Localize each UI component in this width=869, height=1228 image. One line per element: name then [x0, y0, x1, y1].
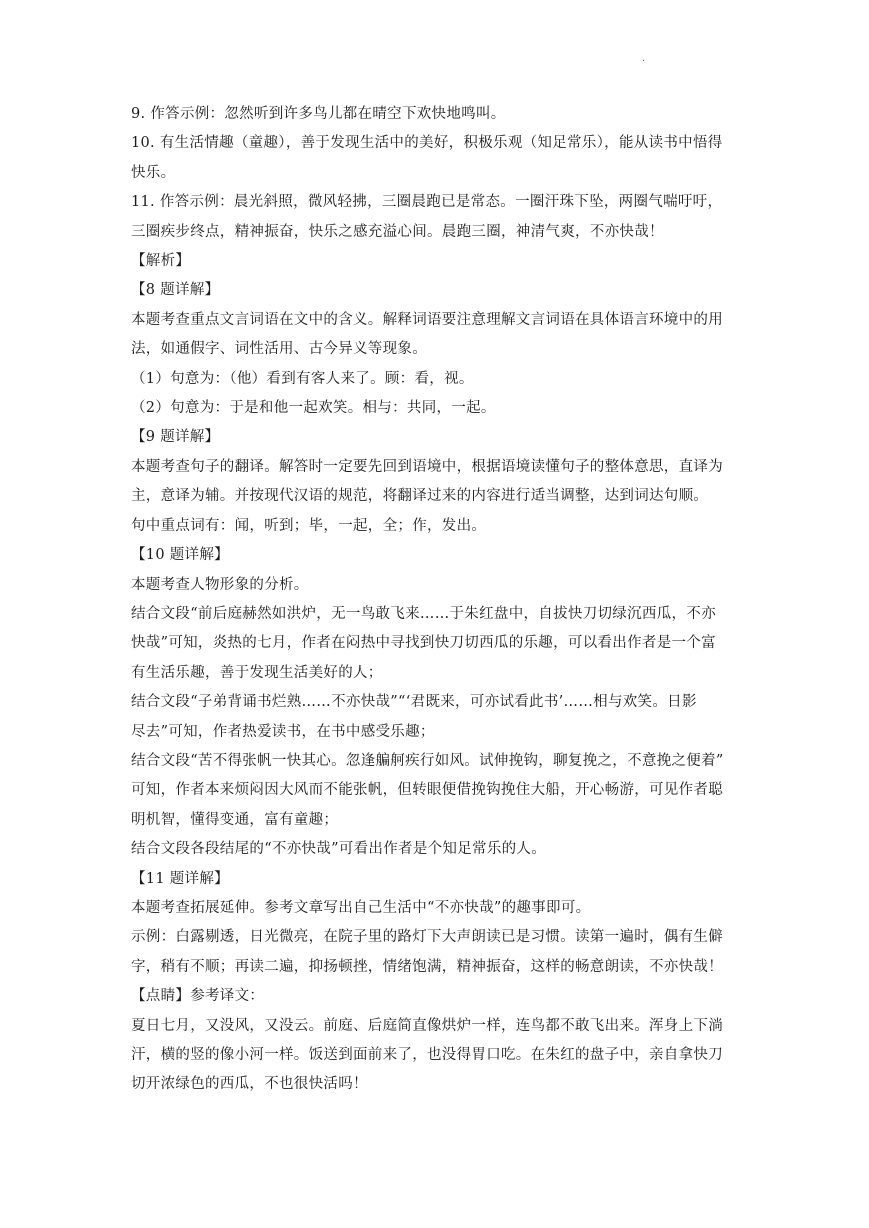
q10-para-3-line-2: 可知，作者本来烦闷因大风而不能张帆，但转眼便借挽钩挽住大船，开心畅游，可见作者聪 — [131, 782, 723, 799]
q10-para-1-line-1: 结合文段“前后庭赫然如洪炉，无一鸟敢飞来……于朱红盘中，自拔快刀切绿沉西瓜，不亦 — [131, 605, 716, 622]
q8-item-1: （1）句意为：（他）看到有客人来了。顾：看，视。 — [131, 370, 474, 387]
q10-heading: 【10 题详解】 — [131, 547, 229, 564]
reference-translation-heading: 【点睛】参考译文： — [131, 988, 265, 1005]
corner-mark: · — [642, 56, 646, 67]
q9-keywords: 句中重点词有：闻，听到；毕，一起，全；作，发出。 — [131, 517, 487, 534]
q8-text-line-2: 法，如通假字、词性活用、古今异义等现象。 — [131, 341, 427, 358]
translation-line-2: 汗，横的竖的像小河一样。饭送到面前来了，也没得胃口吃。在朱红的盘子中，亲自拿快刀 — [131, 1047, 723, 1063]
q11-intro: 本题考查拓展延伸。参考文章写出自己生活中“不亦快哉”的趣事即可。 — [131, 899, 591, 916]
q11-example-line-2: 字，稍有不顺；再读二遍，抑扬顿挫，情绪饱满，精神振奋，这样的畅意朗读，不亦快哉！ — [131, 958, 723, 975]
translation-line-3: 切开浓绿色的西瓜，不也很快活吗！ — [131, 1076, 368, 1093]
q9-text-line-2: 主，意译为辅。并按现代汉语的规范，将翻译过来的内容进行适当调整，达到词达句顺。 — [131, 488, 709, 505]
q9-text-line-1: 本题考查句子的翻译。解答时一定要先回到语境中，根据语境读懂句子的整体意思，直译为 — [131, 458, 723, 475]
q9-heading: 【9 题详解】 — [131, 429, 220, 446]
q10-para-4: 结合文段各段结尾的“不亦快哉”可看出作者是个知足常乐的人。 — [131, 841, 547, 858]
analysis-heading: 【解析】 — [131, 253, 191, 270]
q11-example-line-1: 示例：白露剔透，日光微亮，在院子里的路灯下大声朗读已是习惯。读第一遍时，偶有生僻 — [131, 929, 723, 946]
q10-para-3-line-3: 明机智，懂得变通，富有童趣； — [131, 811, 339, 828]
q11-heading: 【11 题详解】 — [131, 870, 229, 887]
answer-11-line-1: 11. 作答示例：晨光斜照，微风轻拂，三圈晨跑已是常态。一圈汗珠下坠，两圈气喘吁吁， — [131, 194, 723, 211]
q10-para-1-line-2: 快哉”可知，炎热的七月，作者在闷热中寻找到快刀切西瓜的乐趣，可以看出作者是一个富 — [131, 635, 716, 652]
q10-para-2-line-2: 尽去”可知，作者热爱读书，在书中感受乐趣； — [131, 723, 435, 740]
q10-intro: 本题考查人物形象的分析。 — [131, 576, 309, 593]
translation-line-1: 夏日七月，又没风，又没云。前庭、后庭简直像烘炉一样，连鸟都不敢飞出来。浑身上下淌 — [131, 1017, 723, 1034]
q8-heading: 【8 题详解】 — [131, 282, 220, 299]
q10-para-3-line-1: 结合文段“苦不得张帆一快其心。忽逢艑舸疾行如风。试伸挽钩，聊复挽之，不意挽之便着” — [131, 752, 724, 769]
answer-10-line-1: 10. 有生活情趣（童趣），善于发现生活中的美好，积极乐观（知足常乐），能从读书中悟得 — [131, 135, 723, 152]
answer-11-line-2: 三圈疾步终点，精神振奋，快乐之感充溢心间。晨跑三圈，神清气爽，不亦快哉！ — [131, 223, 664, 240]
answer-9: 9. 作答示例：忽然听到许多鸟儿都在晴空下欢快地鸣叫。 — [131, 106, 506, 122]
document-body — [131, 100, 743, 1100]
q10-para-2-line-1: 结合文段“子弟背诵书烂熟……不亦快哉”“‘君既来，可亦试看此书’……相与欢笑。日影 — [131, 694, 697, 711]
q10-para-1-line-3: 有生活乐趣，善于发现生活美好的人； — [131, 664, 383, 681]
answer-10-line-2: 快乐。 — [131, 164, 176, 181]
q8-text-line-1: 本题考查重点文言词语在文中的含义。解释词语要注意理解文言词语在具体语言环境中的用 — [131, 311, 723, 328]
q8-item-2: （2）句意为：于是和他一起欢笑。相与：共同，一起。 — [131, 400, 496, 417]
